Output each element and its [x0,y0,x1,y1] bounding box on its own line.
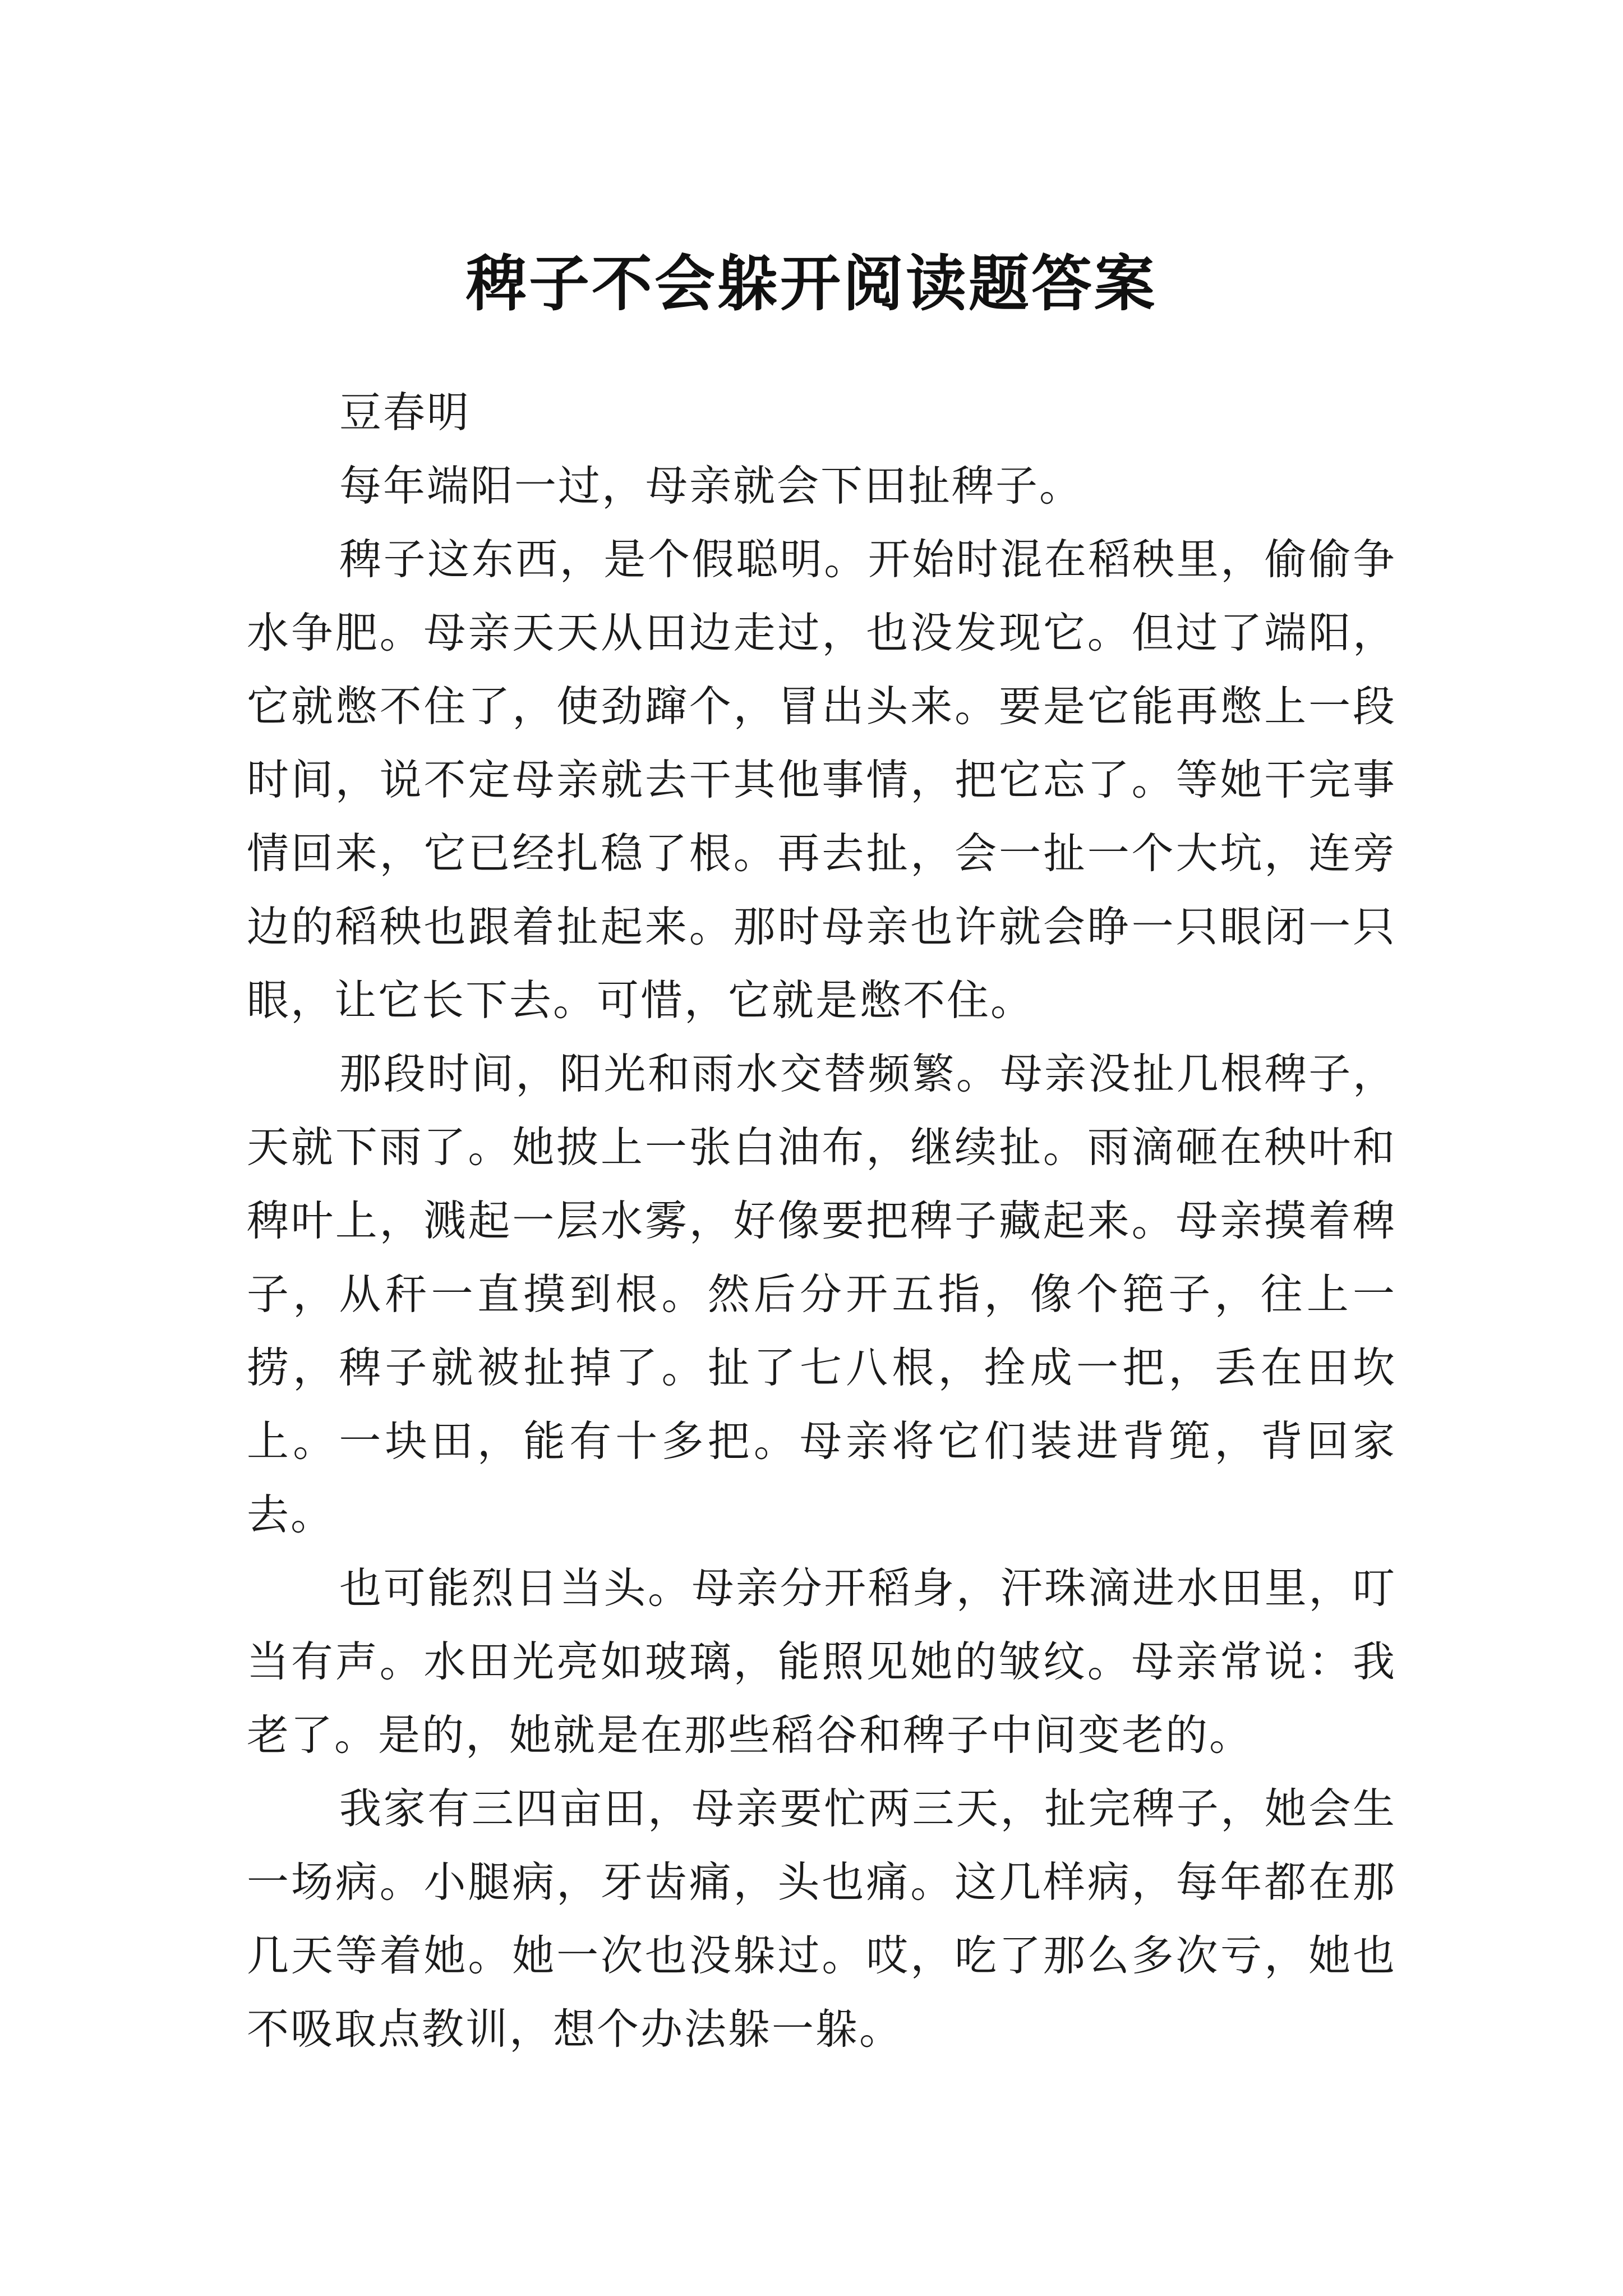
paragraph-1: 每年端阳一过，母亲就会下田扯稗子。 [339,461,1083,510]
paragraph-3: 那段时间，阳光和雨水交替频繁。母亲没扯几根稗子，天就下雨了。她披上一张白油布，继续扯。雨滴砸在秧叶和稗叶上，溅起一层水雾，好像要把稗子藏起来。母亲摸着稗子，从秆一直摸到根。然后分开五指，像个筢子，往上一捞，稗子就被扯掉了。扯了七八根，拴成一把，丢在田坎上。一块田，能有十多把。母亲将它们装进背篼，背回家去。 [247,1049,1396,1539]
paragraph-5: 我家有三四亩田，母亲要忙两三天，扯完稗子，她会生一场病。小腿病，牙齿痛，头也痛。这几样病，每年都在那几天等着她。她一次也没躲过。哎，吃了那么多次亏，她也不吸取点教训，想个办法躲一躲。 [247,1784,1396,2054]
author-line: 豆春明 [339,388,471,437]
paragraph-4: 也可能烈日当头。母亲分开稻身，汗珠滴进水田里，叮当有声。水田光亮如玻璃，能照见她的皱纹。母亲常说：我老了。是的，她就是在那些稻谷和稗子中间变老的。 [247,1563,1396,1760]
document-title: 稗子不会躲开阅读题答案 [465,249,1157,320]
paragraph-2: 稗子这东西，是个假聪明。开始时混在稻秧里，偷偷争水争肥。母亲天天从田边走过，也没发现它。但过了端阳，它就憋不住了，使劲蹿个，冒出头来。要是它能再憋上一段时间，说不定母亲就去干其他事情，把它忘了。等她干完事情回来，它已经扎稳了根。再去扯，会一扯一个大坑，连旁边的稻秧也跟着扯起来。那时母亲也许就会睁一只眼闭一只眼，让它长下去。可惜，它就是憋不住。 [247,535,1396,1025]
document-body [247,376,1396,2066]
